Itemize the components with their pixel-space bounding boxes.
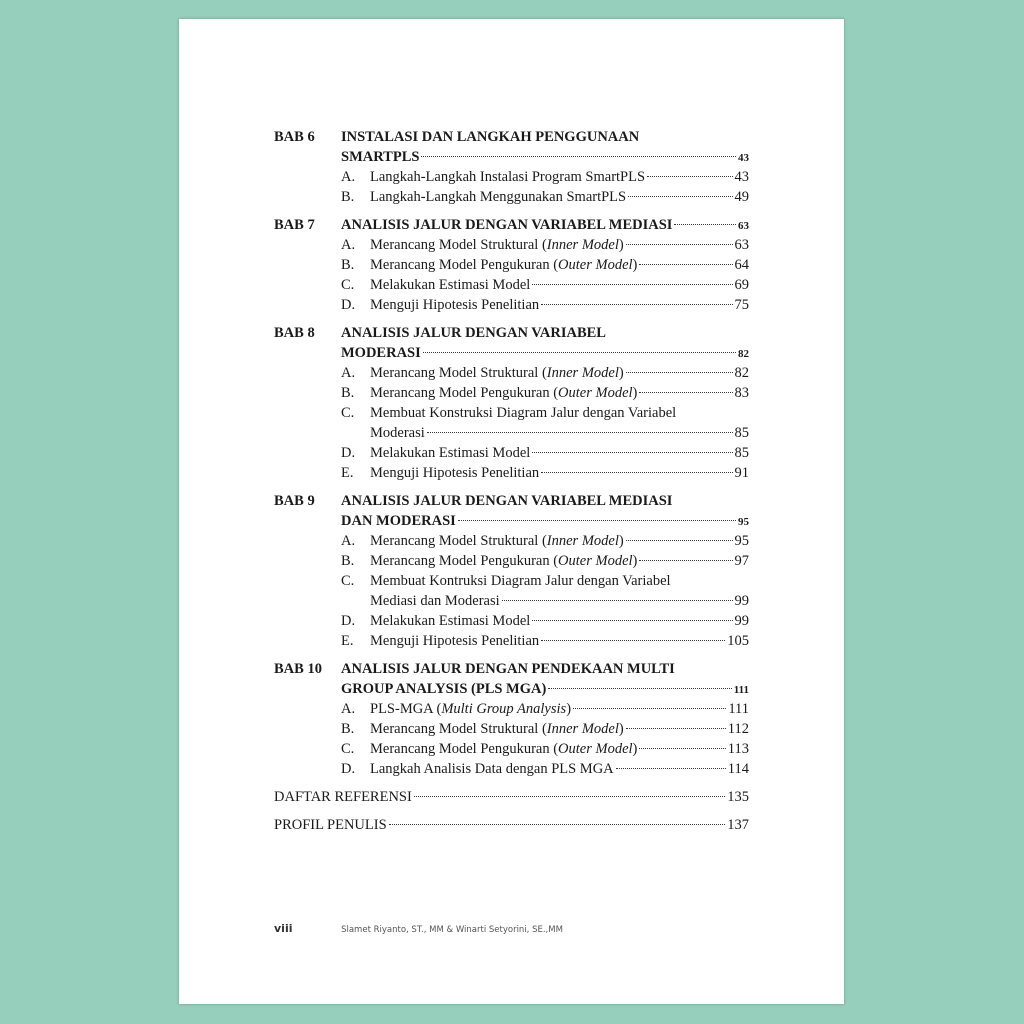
- toc-backmatter-entry[interactable]: [274, 815, 749, 835]
- entry-letter: B.: [341, 385, 355, 401]
- entry-text-main: Langkah-Langkah Instalasi Program SmartPLS: [370, 169, 646, 185]
- entry-page: 85: [734, 425, 749, 441]
- entry-text-main: Merancang Model Struktural (: [370, 365, 547, 381]
- entry-text-main: Membuat Kontruksi Diagram Jalur dengan Variabel: [370, 573, 671, 589]
- toc-entry[interactable]: [341, 363, 749, 383]
- entry-page: 83: [734, 385, 749, 401]
- entry-letter: B.: [341, 189, 355, 205]
- book-page: [179, 19, 844, 1004]
- entry-letter: A.: [341, 533, 356, 549]
- chapter-title-line[interactable]: [341, 147, 749, 167]
- dot-leader: [414, 796, 725, 797]
- dot-leader: [389, 824, 726, 825]
- entry-page: 69: [734, 277, 749, 293]
- dot-leader: [626, 728, 726, 729]
- chapter-title-line[interactable]: [341, 679, 749, 699]
- entry-page: 114: [727, 761, 749, 777]
- chapter-title-line[interactable]: [341, 323, 749, 343]
- entry-text-post: ): [632, 385, 638, 401]
- entry-text: [370, 235, 624, 255]
- entry-letter: C.: [341, 573, 355, 589]
- entry-letter: D.: [341, 297, 356, 313]
- entry-text: [370, 463, 539, 483]
- chapter-body: [341, 659, 749, 779]
- toc-chapter: [274, 491, 749, 651]
- toc-chapter: [274, 127, 749, 207]
- dot-leader: [616, 768, 726, 769]
- entry-text-italic: Outer Model: [558, 385, 633, 401]
- entry-text-italic: Outer Model: [558, 553, 633, 569]
- toc-entry[interactable]: [341, 167, 749, 187]
- entry-letter: D.: [341, 445, 356, 461]
- entry-text-main: Menguji Hipotesis Penelitian: [370, 297, 540, 313]
- entry-text-italic: Inner Model: [546, 365, 619, 381]
- entry-text-post: ): [632, 553, 638, 569]
- dot-leader: [674, 224, 736, 225]
- entry-text-main: Merancang Model Pengukuran (: [370, 553, 559, 569]
- entry-text: [370, 187, 626, 207]
- entry-page: 75: [734, 297, 749, 313]
- entry-letter: E.: [341, 633, 354, 649]
- entry-page: 82: [734, 365, 749, 381]
- entry-text-main: Menguji Hipotesis Penelitian: [370, 633, 540, 649]
- chapter-title-text: INSTALASI DAN LANGKAH PENGGUNAAN: [341, 129, 640, 145]
- chapter-page: 63: [738, 220, 749, 232]
- entry-page: 85: [734, 445, 749, 461]
- dot-leader: [541, 472, 732, 473]
- chapter-title-text: ANALISIS JALUR DENGAN VARIABEL MEDIASI: [341, 217, 673, 233]
- chapter-title-line[interactable]: [341, 343, 749, 363]
- chapter-number: BAB 10: [274, 661, 322, 677]
- entry-text-main: Merancang Model Pengukuran (: [370, 257, 559, 273]
- toc-entry[interactable]: [341, 699, 749, 719]
- dot-leader: [532, 620, 732, 621]
- toc-entry-continuation[interactable]: [341, 423, 749, 443]
- entry-text: [370, 611, 530, 631]
- entry-page: 91: [734, 465, 749, 481]
- toc-chapter: [274, 659, 749, 779]
- dot-leader: [421, 156, 736, 157]
- chapter-body: [341, 127, 749, 207]
- entry-page: 111: [728, 701, 749, 717]
- entry-text: [370, 739, 637, 759]
- chapter-title-text: ANALISIS JALUR DENGAN VARIABEL: [341, 325, 606, 341]
- entry-text-post: ): [632, 741, 638, 757]
- dot-leader: [423, 352, 736, 353]
- backmatter-page: 135: [727, 789, 749, 805]
- entry-text: [370, 551, 637, 571]
- chapter-title-line[interactable]: [341, 491, 749, 511]
- toc-entry[interactable]: [341, 551, 749, 571]
- entry-page: 99: [734, 593, 749, 609]
- chapter-page: 95: [738, 516, 749, 528]
- toc-entry[interactable]: [341, 187, 749, 207]
- chapter-number: BAB 7: [274, 217, 315, 233]
- toc-entry[interactable]: [341, 275, 749, 295]
- chapter-title-line[interactable]: [341, 659, 749, 679]
- dot-leader: [532, 452, 732, 453]
- entry-text: [370, 443, 530, 463]
- toc-entry[interactable]: [341, 739, 749, 759]
- entry-text-main: Merancang Model Struktural (: [370, 533, 547, 549]
- dot-leader: [458, 520, 736, 521]
- entry-letter: D.: [341, 613, 356, 629]
- dot-leader: [647, 176, 732, 177]
- entry-letter: A.: [341, 169, 356, 185]
- chapter-body: [341, 491, 749, 651]
- toc-entry[interactable]: [341, 719, 749, 739]
- toc-entry-continuation[interactable]: [341, 591, 749, 611]
- entry-text-main: Langkah-Langkah Menggunakan SmartPLS: [370, 189, 627, 205]
- entry-letter: E.: [341, 465, 354, 481]
- chapter-title-line[interactable]: [341, 127, 749, 147]
- entry-text-italic: Inner Model: [546, 721, 619, 737]
- entry-text-main: Merancang Model Struktural (: [370, 721, 547, 737]
- entry-text-post: ): [618, 237, 624, 253]
- backmatter-title: PROFIL PENULIS: [274, 817, 387, 833]
- entry-text: [370, 403, 676, 423]
- toc-entry[interactable]: [341, 759, 749, 779]
- entry-letter: C.: [341, 277, 355, 293]
- chapter-title-text: SMARTPLS: [341, 149, 420, 165]
- toc-chapter: [274, 323, 749, 483]
- dot-leader: [639, 748, 725, 749]
- entry-text-italic: Multi Group Analysis: [441, 701, 567, 717]
- entry-text-main: Membuat Konstruksi Diagram Jalur dengan Variabel: [370, 405, 677, 421]
- backmatter-page: 137: [727, 817, 749, 833]
- entry-text-post: ): [566, 701, 572, 717]
- dot-leader: [626, 244, 733, 245]
- toc-entry[interactable]: [341, 255, 749, 275]
- chapter-page: 111: [733, 684, 749, 696]
- entry-text: [370, 275, 530, 295]
- entry-text: [370, 531, 624, 551]
- page-number: viii: [274, 922, 293, 935]
- dot-leader: [502, 600, 733, 601]
- dot-leader: [639, 560, 732, 561]
- entry-text-post: ): [618, 721, 624, 737]
- entry-letter: B.: [341, 257, 355, 273]
- dot-leader: [628, 196, 732, 197]
- entry-letter: A.: [341, 701, 356, 717]
- dot-leader: [532, 284, 732, 285]
- chapter-page: 82: [738, 348, 749, 360]
- entry-page: 105: [727, 633, 749, 649]
- entry-page: 99: [734, 613, 749, 629]
- chapter-title-text: MODERASI: [341, 345, 421, 361]
- dot-leader: [626, 540, 733, 541]
- chapter-title-line[interactable]: [341, 215, 749, 235]
- toc-entry[interactable]: [341, 295, 749, 315]
- toc-entry[interactable]: [341, 443, 749, 463]
- entry-text-main: Merancang Model Pengukuran (: [370, 385, 559, 401]
- dot-leader: [541, 304, 732, 305]
- entry-text-main: Melakukan Estimasi Model: [370, 445, 531, 461]
- entry-letter: C.: [341, 741, 355, 757]
- chapter-title-text: GROUP ANALYSIS (PLS MGA): [341, 681, 547, 697]
- toc-entry[interactable]: [341, 235, 749, 255]
- entry-text-cont: Mediasi dan Moderasi: [370, 593, 500, 609]
- chapter-number: BAB 9: [274, 493, 315, 509]
- entry-text-main: Menguji Hipotesis Penelitian: [370, 465, 540, 481]
- chapter-number: BAB 8: [274, 325, 315, 341]
- entry-text-italic: Outer Model: [558, 257, 633, 273]
- toc-entry[interactable]: [341, 463, 749, 483]
- chapter-title-text: DAN MODERASI: [341, 513, 456, 529]
- toc-entry[interactable]: [341, 571, 749, 591]
- dot-leader: [541, 640, 725, 641]
- toc-chapter: [274, 215, 749, 315]
- entry-page: 97: [734, 553, 749, 569]
- entry-page: 64: [734, 257, 749, 273]
- entry-text-main: Merancang Model Pengukuran (: [370, 741, 559, 757]
- dot-leader: [573, 708, 726, 709]
- entry-page: 63: [734, 237, 749, 253]
- entry-text: [370, 167, 645, 187]
- toc-entry[interactable]: [341, 611, 749, 631]
- chapter-number: BAB 6: [274, 129, 315, 145]
- dot-leader: [548, 688, 731, 689]
- page-footer: [274, 917, 563, 936]
- entry-text-italic: Inner Model: [546, 237, 619, 253]
- entry-text: [370, 363, 624, 383]
- chapter-page: 43: [738, 152, 749, 164]
- entry-letter: B.: [341, 553, 355, 569]
- entry-text-main: Melakukan Estimasi Model: [370, 277, 531, 293]
- entry-text-italic: Outer Model: [558, 741, 633, 757]
- dot-leader: [639, 392, 732, 393]
- toc-entry[interactable]: [341, 631, 749, 651]
- toc-entry[interactable]: [341, 403, 749, 423]
- chapter-body: [341, 215, 749, 315]
- dot-leader: [427, 432, 733, 433]
- entry-text-cont: Moderasi: [370, 425, 425, 441]
- entry-text-main: Merancang Model Struktural (: [370, 237, 547, 253]
- chapter-title-line[interactable]: [341, 511, 749, 531]
- entry-text: [370, 255, 637, 275]
- entry-text: [370, 295, 539, 315]
- entry-page: 113: [727, 741, 749, 757]
- chapter-title-text: ANALISIS JALUR DENGAN PENDEKAAN MULTI: [341, 661, 675, 677]
- chapter-body: [341, 323, 749, 483]
- entry-text: [370, 699, 571, 719]
- chapter-title-text: ANALISIS JALUR DENGAN VARIABEL MEDIASI: [341, 493, 673, 509]
- entry-letter: C.: [341, 405, 355, 421]
- backmatter-title: DAFTAR REFERENSI: [274, 789, 412, 805]
- entry-letter: D.: [341, 761, 356, 777]
- toc-entry[interactable]: [341, 383, 749, 403]
- toc-entry[interactable]: [341, 531, 749, 551]
- entry-text: [370, 759, 614, 779]
- entry-letter: A.: [341, 365, 356, 381]
- entry-text-main: Langkah Analisis Data dengan PLS MGA: [370, 761, 614, 777]
- dot-leader: [626, 372, 733, 373]
- toc-backmatter-entry[interactable]: [274, 787, 749, 807]
- entry-page: 95: [734, 533, 749, 549]
- entry-page: 112: [727, 721, 749, 737]
- entry-text-post: ): [618, 365, 624, 381]
- entry-page: 49: [734, 189, 749, 205]
- entry-letter: A.: [341, 237, 356, 253]
- entry-text-post: ): [618, 533, 624, 549]
- entry-page: 43: [734, 169, 749, 185]
- entry-text-main: PLS-MGA (: [370, 701, 442, 717]
- entry-text: [370, 719, 624, 739]
- entry-text: [370, 383, 637, 403]
- footer-authors: Slamet Riyanto, ST., MM & Winarti Setyorini, SE.,MM: [341, 925, 563, 935]
- entry-letter: B.: [341, 721, 355, 737]
- entry-text-main: Melakukan Estimasi Model: [370, 613, 531, 629]
- entry-text: [370, 571, 671, 591]
- entry-text-post: ): [632, 257, 638, 273]
- entry-text-italic: Inner Model: [546, 533, 619, 549]
- entry-text: [370, 631, 539, 651]
- table-of-contents: [274, 127, 749, 835]
- dot-leader: [639, 264, 732, 265]
